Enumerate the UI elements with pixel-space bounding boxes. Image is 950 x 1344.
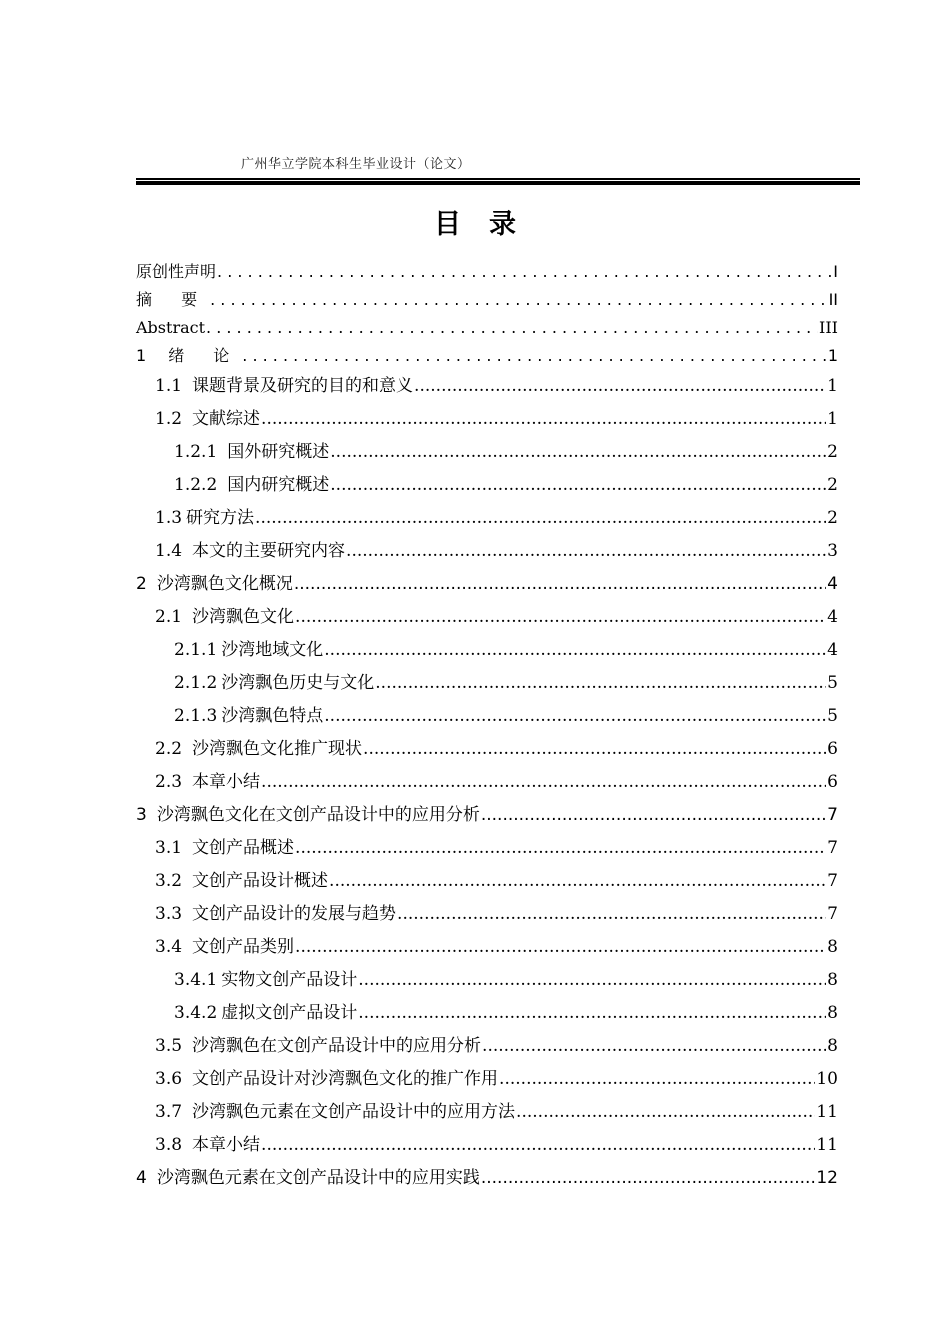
toc-leader-dots	[516, 1104, 815, 1121]
toc-leader-dots	[295, 939, 826, 956]
toc-leader-dots	[481, 1170, 816, 1187]
toc-entry[interactable]	[136, 370, 838, 403]
toc-entry-number: 3.6	[155, 1069, 183, 1089]
toc-entry-label	[155, 898, 396, 931]
toc-entry-label	[136, 1162, 480, 1195]
toc-entry-number: 2.3	[155, 772, 183, 792]
toc-title: 目录	[434, 209, 544, 240]
toc-entry-number: 1.2	[155, 409, 183, 429]
toc-entry-label	[174, 700, 323, 733]
toc-leader-dots	[358, 972, 826, 989]
toc-entry-label	[136, 799, 480, 832]
toc-entry-page: 6	[827, 739, 838, 759]
toc-entry-page: 5	[827, 706, 838, 726]
toc-entry-page: 1	[827, 409, 838, 429]
toc-entry-label	[136, 286, 209, 314]
toc-entry-page: 8	[827, 970, 838, 990]
toc-entry-title: 课题背景及研究的目的和意义	[192, 376, 414, 396]
toc-entry-label	[155, 535, 345, 568]
toc-leader-dots	[363, 741, 826, 758]
toc-entry[interactable]	[136, 997, 838, 1030]
toc-entry-page: III	[819, 318, 838, 337]
toc-entry-title: 沙湾飘色文化推广现状	[192, 739, 363, 759]
toc-entry-page: 7	[827, 838, 838, 858]
toc-entry-title: 本章小结	[192, 772, 261, 792]
toc-entry-page: 11	[816, 1135, 838, 1155]
toc-entry-number: 2.2	[155, 739, 183, 759]
toc-leader-dots	[210, 292, 827, 308]
toc-entry-number: 3.2	[155, 871, 183, 891]
toc-entry-page: 3	[827, 541, 838, 561]
toc-entry-number: 1	[136, 346, 147, 365]
table-of-contents	[136, 258, 838, 1195]
toc-entry[interactable]	[136, 700, 838, 733]
toc-leader-dots	[482, 1038, 826, 1055]
toc-entry-title: 文献综述	[192, 409, 261, 429]
toc-entry-title: 摘 要	[136, 290, 210, 309]
toc-entry-title: 文创产品设计对沙湾飘色文化的推广作用	[192, 1069, 499, 1089]
toc-entry-page: 7	[827, 871, 838, 891]
toc-leader-dots	[294, 576, 826, 593]
toc-entry-page: 2	[827, 442, 838, 462]
toc-leader-dots	[324, 642, 826, 659]
toc-entry-label	[136, 568, 293, 601]
toc-entry-label	[174, 964, 357, 997]
toc-entry-label	[174, 436, 329, 469]
toc-entry[interactable]	[136, 502, 838, 535]
toc-entry[interactable]	[136, 403, 838, 436]
toc-entry-page: 4	[827, 640, 838, 660]
toc-entry-title: 虚拟文创产品设计	[221, 1003, 358, 1023]
header-rule-thick	[136, 181, 860, 185]
toc-entry[interactable]	[136, 286, 838, 314]
toc-entry-label	[155, 931, 294, 964]
toc-entry[interactable]	[136, 832, 838, 865]
toc-entry-number: 2.1.2	[174, 673, 218, 693]
toc-entry-title: 本文的主要研究内容	[192, 541, 346, 561]
toc-entry-label	[136, 258, 216, 286]
toc-entry-number: 1.2.2	[174, 475, 218, 495]
toc-entry-label	[155, 502, 254, 535]
toc-entry-title: 研究方法	[186, 508, 255, 528]
toc-entry[interactable]	[136, 1129, 838, 1162]
toc-entry-page: I	[833, 262, 838, 281]
toc-entry[interactable]	[136, 535, 838, 568]
toc-entry-number: 1.1	[155, 376, 183, 396]
toc-entry-label	[155, 1129, 260, 1162]
toc-entry-title: 绪 论	[168, 346, 242, 365]
toc-entry-title: 沙湾飘色在文创产品设计中的应用分析	[192, 1036, 482, 1056]
toc-leader-dots	[324, 708, 826, 725]
toc-entry-title: 沙湾飘色特点	[221, 706, 324, 726]
toc-leader-dots	[358, 1005, 826, 1022]
running-header: 广州华立学院本科生毕业设计（论文）	[241, 157, 471, 172]
toc-entry-title: 沙湾飘色文化	[192, 607, 295, 627]
toc-leader-dots	[330, 444, 826, 461]
toc-entry-number: 2.1	[155, 607, 183, 627]
toc-leader-dots	[242, 348, 827, 364]
toc-entry[interactable]	[136, 898, 838, 931]
toc-entry-number: 3.7	[155, 1102, 183, 1122]
toc-entry-label	[155, 766, 260, 799]
toc-entry-page: 2	[827, 475, 838, 495]
toc-entry-title: 沙湾地域文化	[221, 640, 324, 660]
toc-entry-number: 3.1	[155, 838, 183, 858]
toc-entry-title: 沙湾飘色历史与文化	[221, 673, 375, 693]
toc-entry-number: 3.4	[155, 937, 183, 957]
toc-leader-dots	[346, 543, 826, 560]
toc-entry[interactable]	[136, 568, 838, 601]
toc-entry-label	[174, 634, 323, 667]
toc-entry[interactable]	[136, 1162, 838, 1195]
header-rule-thin	[136, 178, 860, 180]
toc-leader-dots	[397, 906, 826, 923]
toc-entry-page: 4	[827, 574, 838, 594]
toc-entry-title: 沙湾飘色元素在文创产品设计中的应用实践	[156, 1168, 480, 1188]
toc-entry-number: 3.5	[155, 1036, 183, 1056]
toc-entry[interactable]	[136, 436, 838, 469]
toc-entry-page: 10	[816, 1069, 838, 1089]
toc-entry-page: 7	[827, 904, 838, 924]
toc-entry-label	[155, 601, 294, 634]
toc-leader-dots	[295, 609, 826, 626]
toc-entry-page: 6	[827, 772, 838, 792]
toc-entry-page: 11	[816, 1102, 838, 1122]
toc-entry-page: 1	[827, 346, 838, 365]
toc-leader-dots	[481, 807, 826, 824]
toc-entry-page: II	[828, 290, 838, 309]
toc-entry-number: 3.3	[155, 904, 183, 924]
toc-entry[interactable]	[136, 342, 838, 370]
toc-leader-dots	[261, 1137, 815, 1154]
toc-entry-label	[174, 469, 329, 502]
toc-entry-number: 1.2.1	[174, 442, 218, 462]
toc-entry-number: 2.1.3	[174, 706, 218, 726]
toc-leader-dots	[414, 378, 826, 395]
toc-entry-label	[174, 667, 374, 700]
toc-entry-page: 1	[827, 376, 838, 396]
toc-entry-page: 2	[827, 508, 838, 528]
toc-entry-number: 2	[136, 574, 147, 594]
toc-entry-title: 国内研究概述	[227, 475, 330, 495]
toc-entry-page: 8	[827, 937, 838, 957]
toc-entry[interactable]	[136, 1063, 838, 1096]
toc-entry-page: 12	[816, 1168, 838, 1188]
toc-entry[interactable]	[136, 733, 838, 766]
toc-entry-number: 4	[136, 1168, 147, 1188]
toc-entry-title: 实物文创产品设计	[221, 970, 358, 990]
toc-entry[interactable]	[136, 865, 838, 898]
toc-entry[interactable]	[136, 258, 838, 286]
toc-entry[interactable]	[136, 601, 838, 634]
toc-entry-label	[155, 733, 362, 766]
toc-entry-page: 8	[827, 1036, 838, 1056]
toc-leader-dots	[261, 774, 826, 791]
toc-entry-title: 沙湾飘色文化概况	[156, 574, 293, 594]
toc-entry-page: 7	[827, 805, 838, 825]
toc-entry-title: 原创性声明	[136, 262, 217, 281]
toc-entry-number: 2.1.1	[174, 640, 218, 660]
toc-entry[interactable]	[136, 667, 838, 700]
toc-leader-dots	[330, 477, 826, 494]
toc-entry-title: 文创产品类别	[192, 937, 295, 957]
toc-entry-page: 8	[827, 1003, 838, 1023]
toc-entry-label	[155, 370, 413, 403]
toc-entry[interactable]	[136, 314, 838, 342]
toc-entry[interactable]	[136, 634, 838, 667]
toc-entry-label	[155, 1063, 498, 1096]
toc-entry-number: 1.4	[155, 541, 183, 561]
toc-entry[interactable]	[136, 964, 838, 997]
toc-entry-title: 文创产品设计的发展与趋势	[192, 904, 397, 924]
toc-leader-dots	[261, 411, 826, 428]
toc-entry-label	[155, 832, 294, 865]
toc-entry-label	[136, 342, 241, 370]
toc-entry[interactable]	[136, 931, 838, 964]
toc-leader-dots	[329, 873, 826, 890]
toc-entry-title: 沙湾飘色元素在文创产品设计中的应用方法	[192, 1102, 516, 1122]
toc-entry-number: 3	[136, 805, 147, 825]
toc-entry-label	[155, 403, 260, 436]
toc-entry-label	[155, 1096, 515, 1129]
toc-entry-title: 文创产品设计概述	[192, 871, 329, 891]
toc-entry-label	[136, 314, 205, 342]
toc-entry[interactable]	[136, 1030, 838, 1063]
toc-entry-page: 5	[827, 673, 838, 693]
toc-leader-dots	[499, 1071, 815, 1088]
toc-entry-title: 文创产品概述	[192, 838, 295, 858]
toc-entry-label	[155, 865, 328, 898]
toc-entry-number: 1.3	[155, 508, 183, 528]
toc-entry-number: 3.8	[155, 1135, 183, 1155]
toc-entry[interactable]	[136, 799, 838, 832]
toc-entry-title: 沙湾飘色文化在文创产品设计中的应用分析	[156, 805, 480, 825]
toc-entry[interactable]	[136, 469, 838, 502]
toc-leader-dots	[375, 675, 826, 692]
toc-leader-dots	[217, 264, 832, 280]
toc-entry-title: 国外研究概述	[227, 442, 330, 462]
toc-entry-label	[174, 997, 357, 1030]
toc-entry[interactable]	[136, 1096, 838, 1129]
toc-entry-number: 3.4.2	[174, 1003, 218, 1023]
toc-entry-page: 4	[827, 607, 838, 627]
toc-entry[interactable]	[136, 766, 838, 799]
toc-entry-title: 本章小结	[192, 1135, 261, 1155]
toc-leader-dots	[206, 320, 818, 336]
toc-entry-title: Abstract	[136, 318, 206, 337]
toc-entry-label	[155, 1030, 481, 1063]
toc-entry-number: 3.4.1	[174, 970, 218, 990]
toc-leader-dots	[295, 840, 826, 857]
toc-leader-dots	[255, 510, 826, 527]
